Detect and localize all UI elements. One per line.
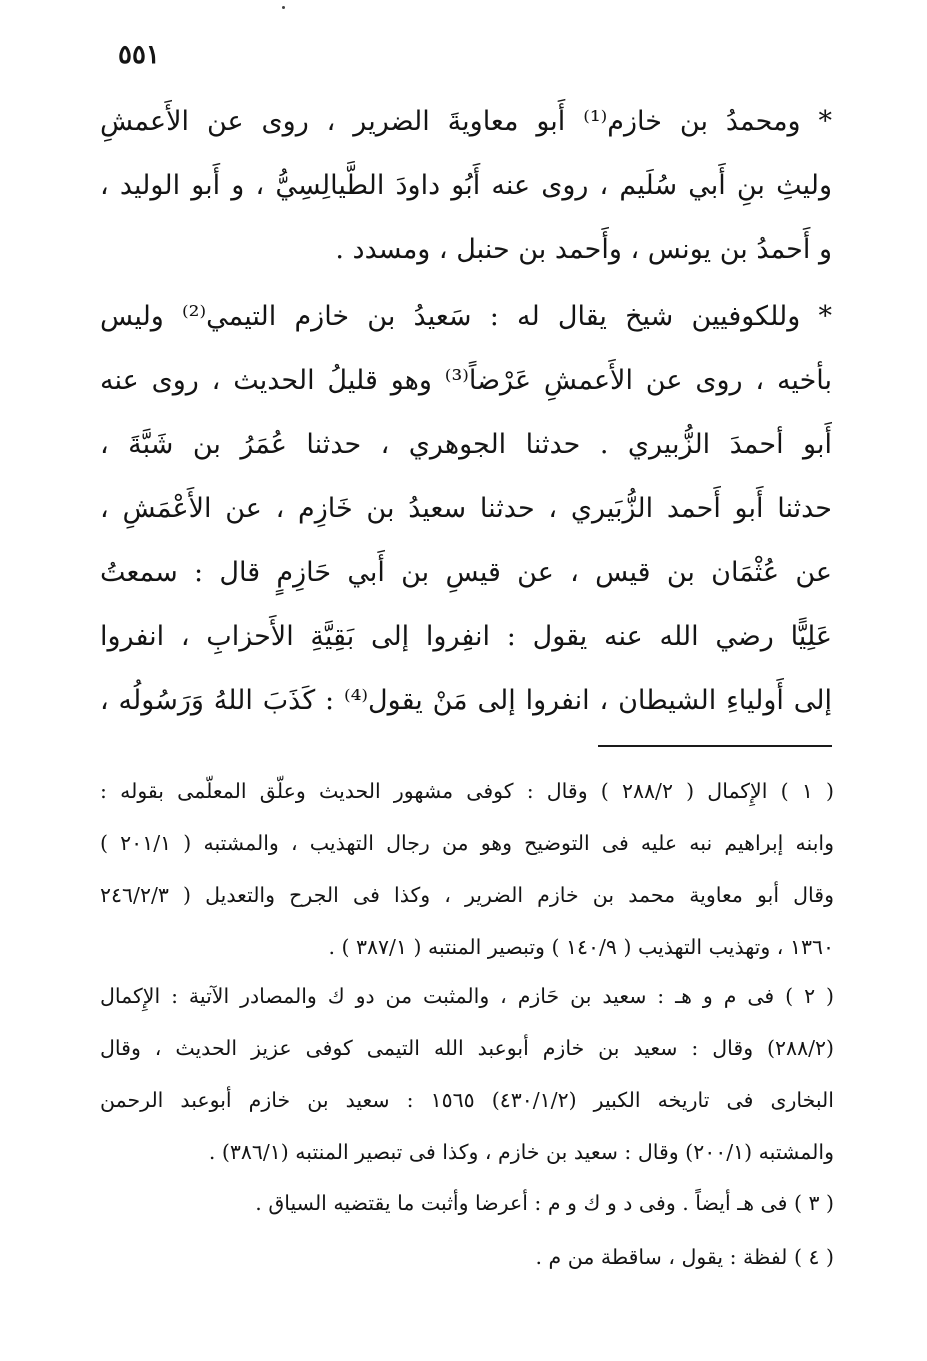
print-speck	[282, 6, 285, 9]
footnote-line: وقال أبو معاوية محمد بن خازم الضرير ، وكذا فى الجرح والتعديل ( ٢٤٦/٢/٣	[100, 883, 834, 907]
footnote-line: ( ٢ ) فى م و هـ : سعيد بن حَازم ، والمثبت من دو ك والمصادر الآتية : الإِكمال	[100, 984, 834, 1008]
footnote-3	[100, 1177, 834, 1229]
body-line: إلى أَولياءِ الشيطان ، انفروا إلى مَنْ يقول⁽⁴⁾ : كَذَبَ اللهُ وَرَسُولُه ،	[100, 685, 832, 716]
footnote-line: وابنه إبراهيم نبه عليه فى التوضيح وهو من رجال التهذيب ، والمشتبه ( ٢٠١/١ )	[100, 831, 834, 855]
footnote-4	[100, 1231, 834, 1283]
footnote-2	[100, 970, 834, 1178]
footnote-line: ١٣٦٠ ، وتهذيب التهذيب ( ١٤٠/٩ ) وتبصير المنتبه ( ٣٨٧/١ ) .	[328, 935, 834, 959]
body-line: * ومحمدُ بن خازم⁽¹⁾ أَبو معاويةَ الضرير ، روى عن الأَعمشِ	[100, 106, 832, 137]
body-line: حدثنا أَبو أَحمد الزُّبَيري ، حدثنا سعيدُ بن خَازِم ، عن الأَعْمَشِ ،	[100, 493, 832, 524]
footnote-line: ( ١ ) الإِكمال ( ٢٨٨/٢ ) وقال : كوفى مشهور الحديث وعلّق المعلّمى بقوله :	[100, 779, 834, 803]
body-line: عن عُثْمَان بن قيس ، عن قيسِ بن أَبي حَازِمٍ قال : سمعتُ	[100, 557, 832, 588]
paragraph-muhammad-ibn-khazim	[100, 90, 832, 282]
footnote-line: ( ٣ ) فى هـ أيضاً . وفى د و ك و م : أعرضا وأثبت ما يقتضيه السياق .	[255, 1191, 834, 1215]
body-line: وليثِ بنِ أَبي سُلَيم ، روى عنه أَبُو داودَ الطَّيالِسِيُّ ، و أَبو الوليد ،	[100, 170, 832, 201]
paragraph-said-ibn-khazim	[100, 285, 832, 733]
footnote-1	[100, 765, 834, 973]
footnote-separator	[598, 745, 832, 747]
footnote-line: (٢٨٨/٢) وقال : سعيد بن خازم أبوعبد الله التيمى كوفى عزيز الحديث ، وقال	[100, 1036, 834, 1060]
body-line: بأخيه ، روى عن الأَعمشِ عَرْضاً⁽³⁾ وهو قليلُ الحديث ، روى عنه	[100, 365, 832, 396]
footnote-line: البخارى فى تاريخه الكبير (٤٣٠/١/٢) ١٥٦٥ : سعيد بن خازم أبوعبد الرحمن	[100, 1088, 834, 1112]
body-line: عَلِيًّا رضي الله عنه يقول : انفِروا إلى بَقِيَّةِ الأَحزابِ ، انفروا	[100, 621, 832, 652]
body-line: أَبو أحمدَ الزُّبيري . حدثنا الجوهري ، حدثنا عُمَرُ بن شَبَّةَ ،	[100, 429, 832, 460]
body-line: و أَحمدُ بن يونس ، وأَحمد بن حنبل ، ومسدد .	[335, 234, 832, 265]
page-number: ٥٥١	[118, 40, 160, 70]
footnote-line: والمشتبه (٢٠٠/١) وقال : سعيد بن خازم ، وكذا فى تبصير المنتبه (٣٨٦/١) .	[208, 1140, 834, 1164]
footnote-line: ( ٤ ) لفظة : يقول ، ساقطة من م .	[535, 1245, 834, 1269]
body-line: * وللكوفيين شيخ يقال له : سَعيدُ بن خازم التيمي⁽²⁾ وليس	[100, 301, 832, 332]
